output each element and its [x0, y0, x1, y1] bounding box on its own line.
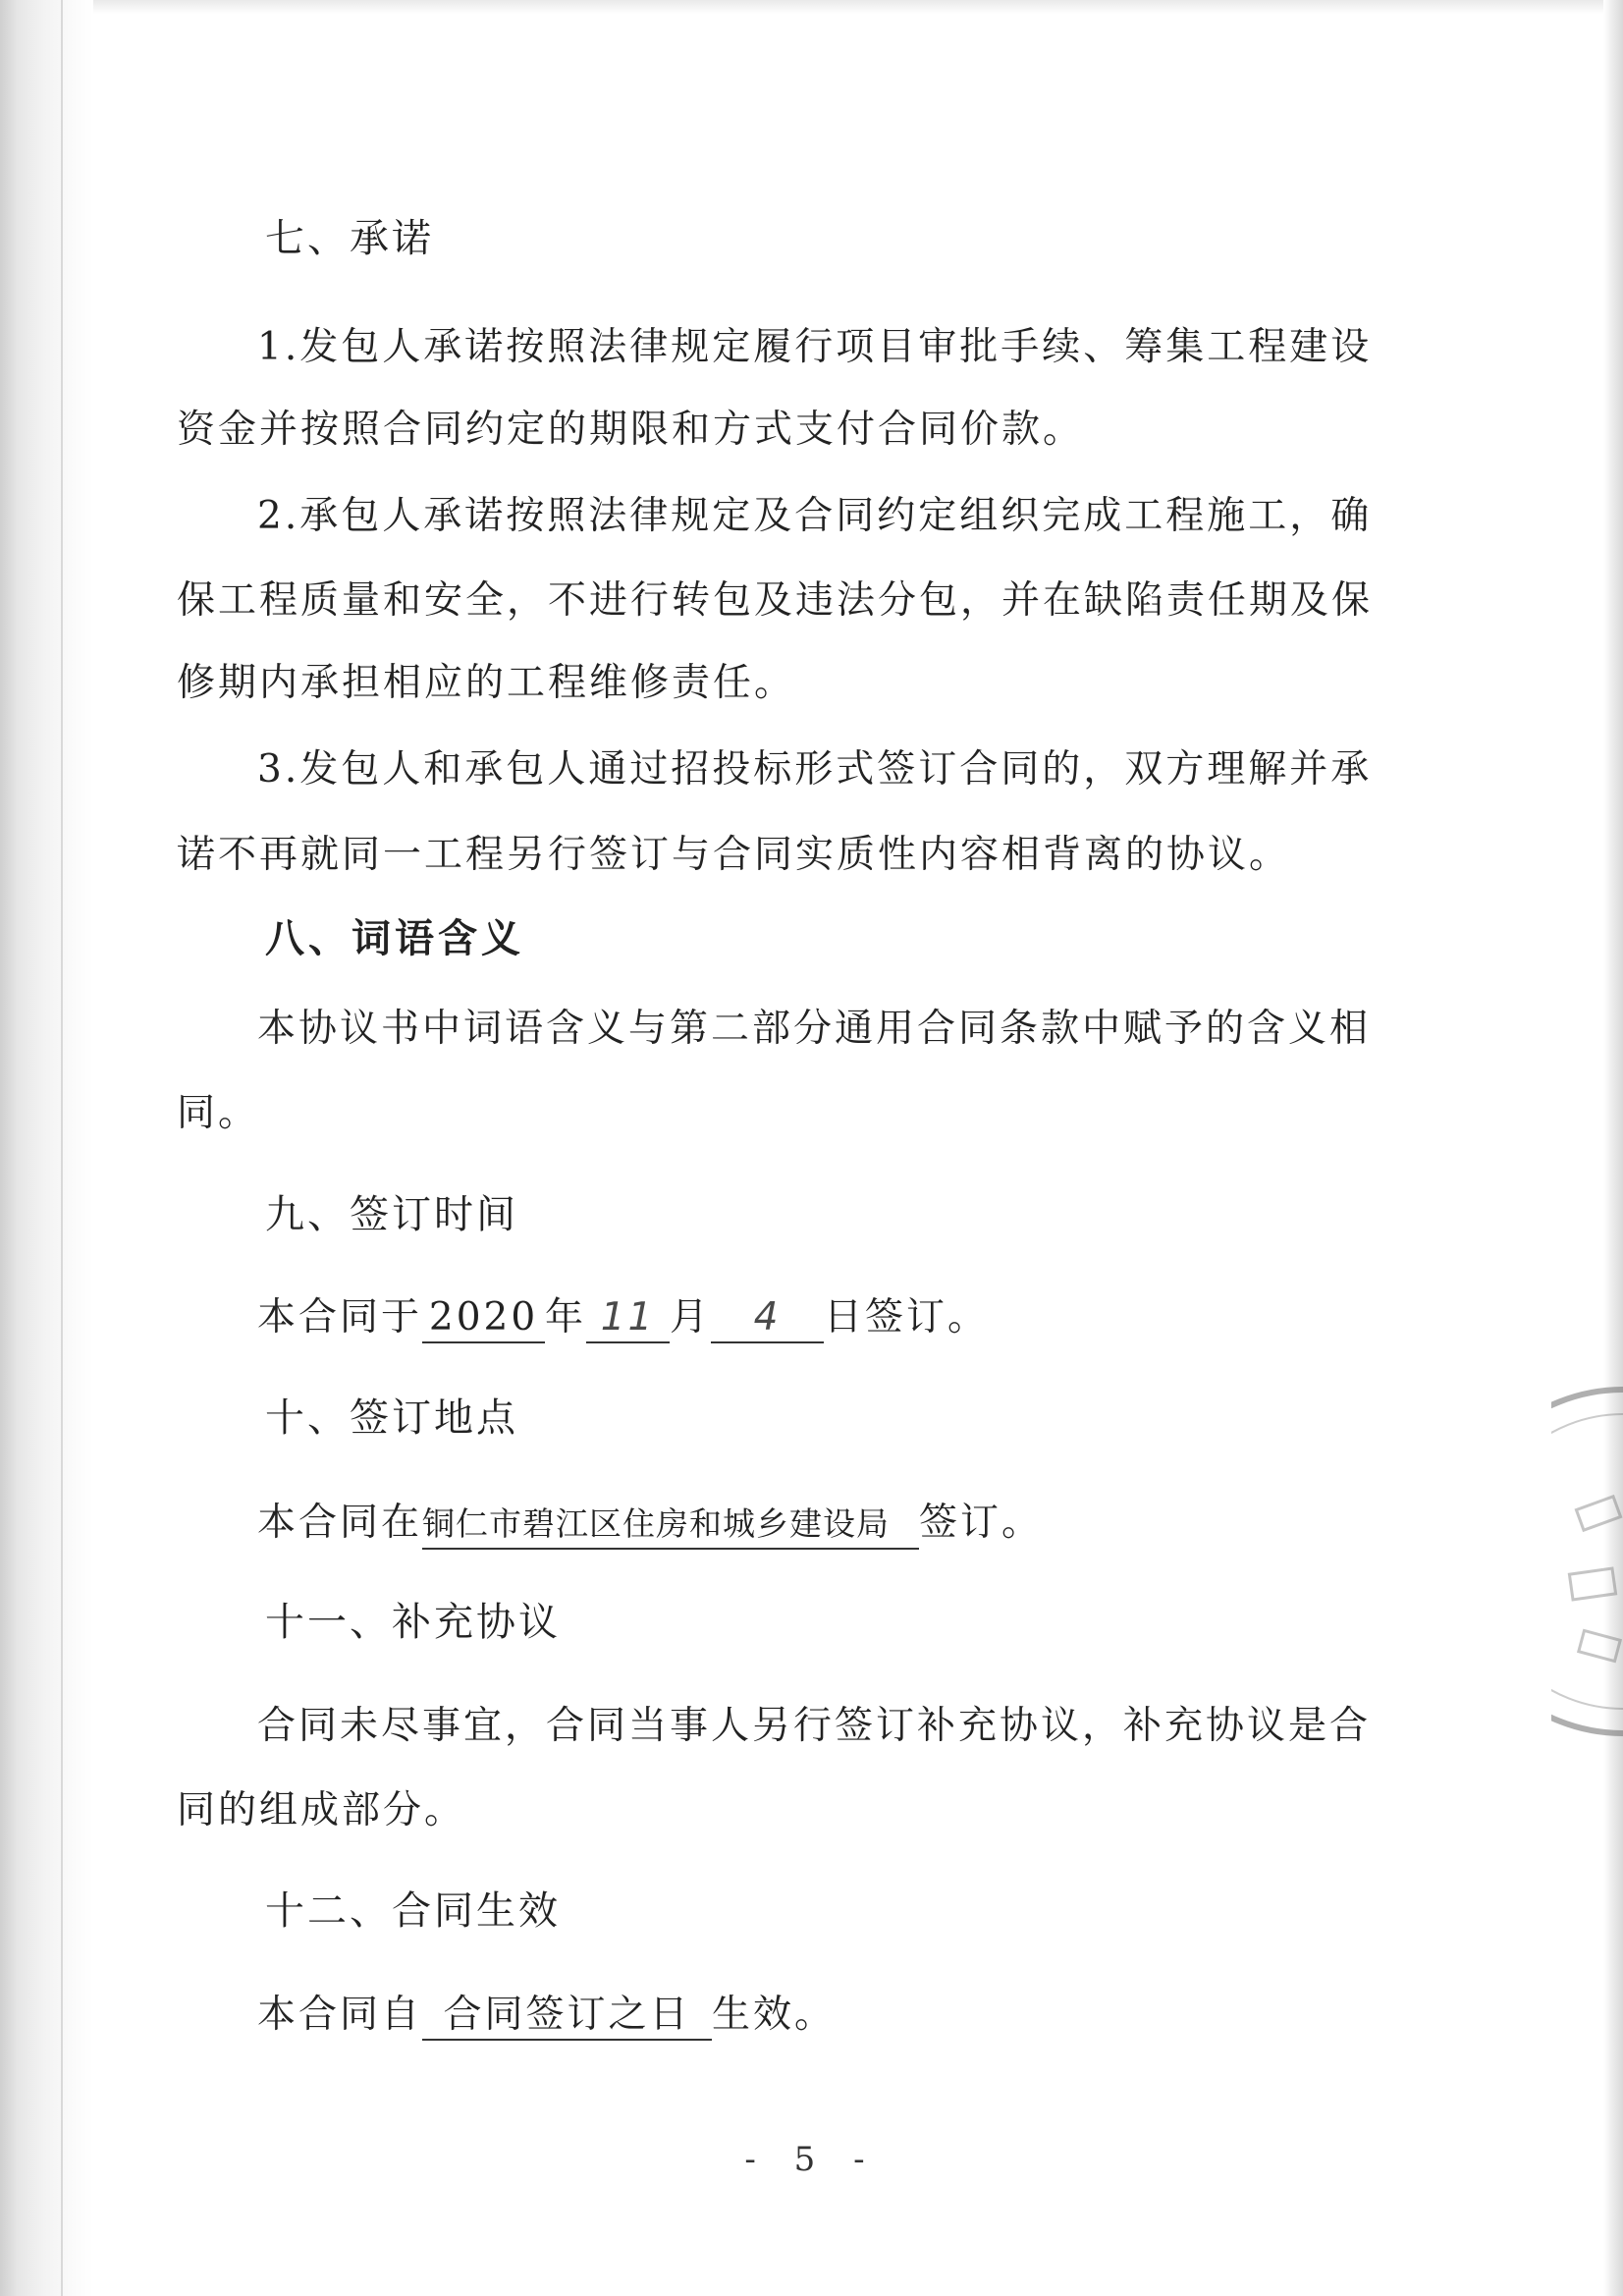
s9-month-unit: 月 [670, 1295, 712, 1339]
s12-prefix: 本合同自 [257, 1993, 423, 2037]
binding-line [61, 0, 63, 2296]
s9-sign-date-line [257, 1294, 989, 1343]
effective-date-field: 合同签订之日 [422, 1992, 712, 2041]
s12-effect-line [257, 1992, 836, 2041]
section-11-heading: 十一、补充协议 [265, 1600, 561, 1645]
s10-suffix: 签订。 [919, 1501, 1044, 1545]
page-number: - 5 - [744, 2140, 879, 2179]
s9-year-unit: 年 [545, 1295, 587, 1339]
s9-prefix: 本合同于 [257, 1295, 423, 1339]
s7-para1-line2: 资金并按照合同约定的期限和方式支付合同价款。 [177, 408, 1085, 452]
s7-para2-line2: 保工程质量和安全，不进行转包及违法分包，并在缺陷责任期及保 [177, 578, 1374, 623]
section-9-heading: 九、签订时间 [265, 1192, 518, 1237]
sign-place-field: 铜仁市碧江区住房和城乡建设局 [422, 1501, 919, 1550]
s10-prefix: 本合同在 [257, 1501, 423, 1545]
seal-stamp-fragment [1551, 1385, 1623, 1738]
section-12-heading: 十二、合同生效 [265, 1888, 561, 1934]
s11-line1: 合同未尽事宜，合同当事人另行签订补充协议，补充协议是合 [257, 1704, 1372, 1748]
s7-para2-line1: 2.承包人承诺按照法律规定及合同约定组织完成工程施工，确 [257, 494, 1373, 538]
s9-suffix: 日签订。 [824, 1295, 990, 1339]
section-10-heading: 十、签订地点 [265, 1395, 518, 1441]
s7-para2-line3: 修期内承担相应的工程维修责任。 [177, 661, 796, 705]
sign-month-field: 11 [586, 1294, 670, 1343]
top-edge-shadow [93, 0, 1623, 14]
s7-para3-line1: 3.发包人和承包人通过招投标形式签订合同的，双方理解并承 [257, 747, 1373, 792]
s7-para1-line1: 1.发包人承诺按照法律规定履行项目审批手续、筹集工程建设 [257, 325, 1373, 369]
s7-para3-line2: 诺不再就同一工程另行签订与合同实质性内容相背离的协议。 [177, 833, 1291, 877]
sign-day-field: 4 [711, 1294, 824, 1343]
s8-line2: 同。 [177, 1091, 260, 1135]
section-7-heading: 七、承诺 [265, 216, 434, 261]
binding-shadow [0, 0, 93, 2296]
s12-suffix: 生效。 [712, 1993, 837, 2037]
sign-year-field: 2020 [422, 1294, 545, 1343]
s10-sign-place-line [257, 1500, 1043, 1550]
section-8-heading: 八、词语含义 [265, 916, 524, 961]
s11-line2: 同的组成部分。 [177, 1788, 466, 1832]
s8-line1: 本协议书中词语含义与第二部分通用合同条款中赋予的含义相 [257, 1007, 1372, 1051]
right-edge-shadow [1603, 0, 1623, 2296]
